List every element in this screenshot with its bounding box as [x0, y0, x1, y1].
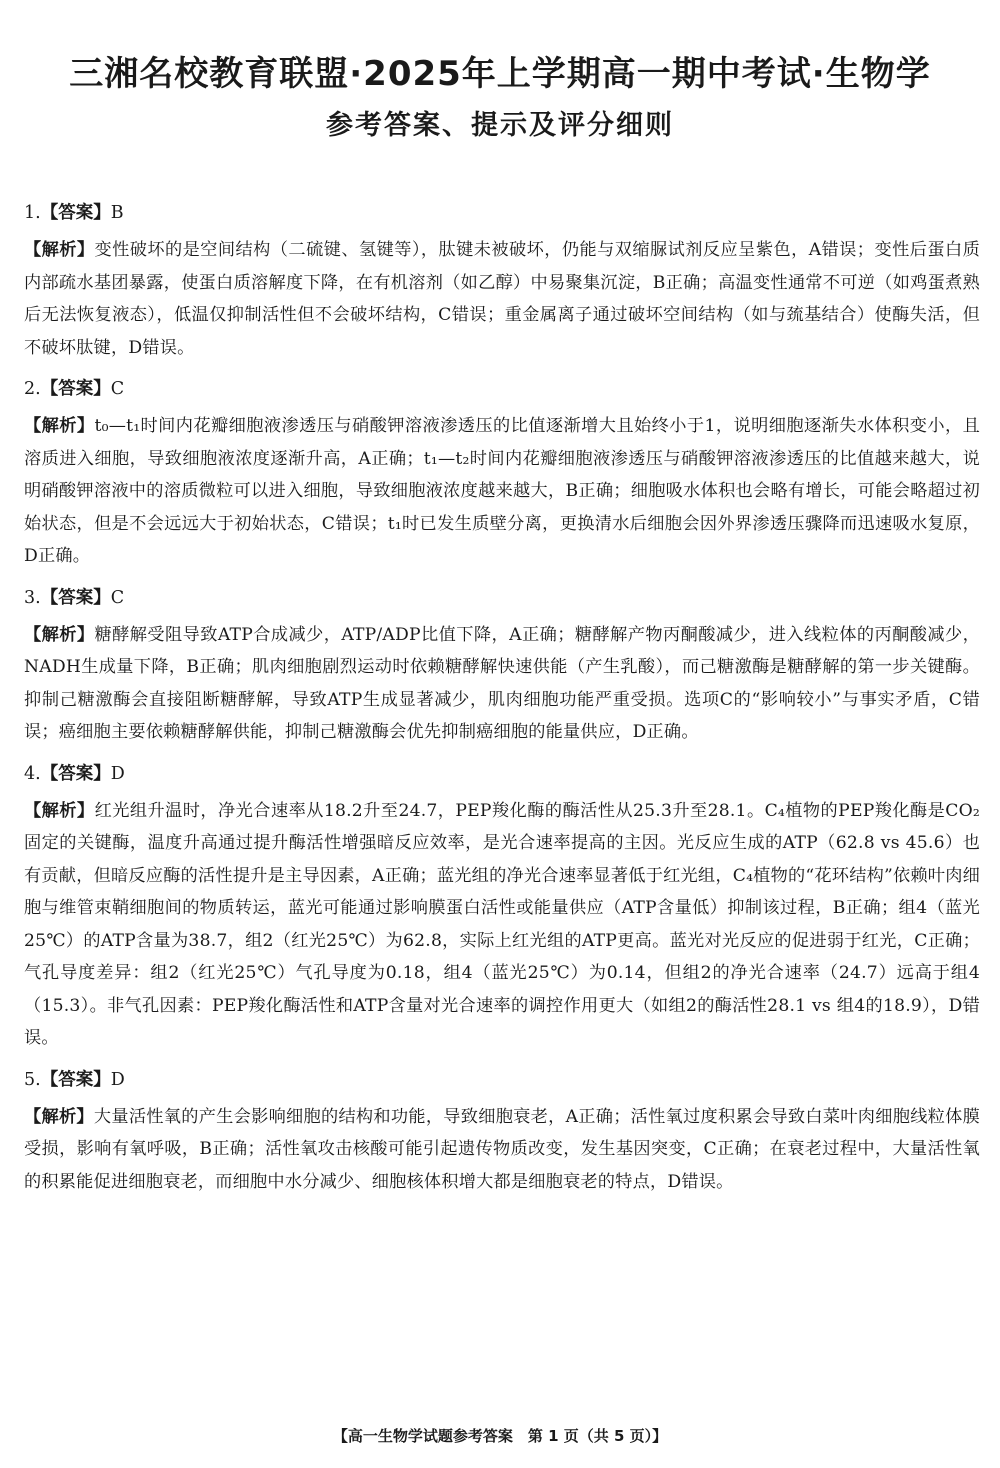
analysis-text: 大量活性氧的产生会影响细胞的结构和功能，导致细胞衰老，A正确；活性氧过度积累会导致白菜叶肉细胞线粒体膜受损，影响有氧呼吸，B正确；活性氧攻击核酸可能引起遗传物质改变，发生基因突变，C正确；在衰老过程中，大量活性氧的积累能促进细胞衰老，而细胞中水分减少、细胞核体积增大都是细胞衰老的特点，D错误。: [24, 1106, 980, 1192]
question-1: [24, 198, 980, 364]
answer-choice: C: [110, 587, 125, 608]
answer-line: [24, 198, 980, 228]
question-number: 1.: [24, 203, 41, 223]
analysis-paragraph: [24, 1101, 980, 1199]
answer-choice: D: [110, 763, 125, 784]
analysis-tag: 【解析】: [24, 240, 95, 260]
answer-choice: B: [110, 203, 124, 223]
question-3: [24, 583, 980, 749]
analysis-text: 红光组升温时，净光合速率从18.2升至24.7，PEP羧化酶的酶活性从25.3升至28.1。C₄植物的PEP羧化酶是CO₂固定的关键酶，温度升高通过提升酶活性增强暗反应效率，是光合速率提高的主因。光反应生成的ATP（62.8 vs 45.6）也有贡献，但暗反应酶的活性提升是主导因素，A正确；蓝光组的净光合速率显著低于红光组，C₄植物的“花环结构”依赖叶肉细胞与维管束鞘细胞间的物质转运，蓝光可能通过影响膜蛋白活性或能量供应（ATP含量低）抑制该过程，B正确；组4（蓝光25℃）的ATP含量为38.7，组2（红光25℃）为62.8，实际上红光组的ATP更高。蓝光对光反应的促进弱于红光，C正确；气孔导度差异：组2（红光25℃）气孔导度为0.18，组4（蓝光25℃）为0.14，但组2的净光合速率（24.7）远高于组4（15.3）。非气孔因素：PEP羧化酶活性和ATP含量对光合速率的调控作用更大（如组2的酶活性28.1 vs 组4的18.9），D错误。: [24, 800, 980, 1048]
answer-list: [24, 198, 980, 1208]
analysis-tag: 【解析】: [24, 624, 95, 645]
analysis-paragraph: [24, 795, 980, 1055]
answer-choice: D: [110, 1069, 125, 1090]
analysis-paragraph: [24, 619, 980, 749]
answer-line: [24, 1065, 980, 1095]
answer-line: [24, 583, 980, 613]
answer-line: [24, 374, 980, 404]
answer-tag: 【答案】: [40, 1069, 111, 1090]
question-number: 3.: [24, 587, 41, 608]
question-number: 2.: [24, 379, 41, 399]
question-4: [24, 759, 980, 1055]
answer-tag: 【答案】: [40, 763, 111, 784]
analysis-tag: 【解析】: [24, 800, 95, 821]
analysis-tag: 【解析】: [24, 416, 95, 436]
page-footer: 【高一生物学试题参考答案 第 1 页（共 5 页）】: [332, 1427, 668, 1445]
analysis-paragraph: [24, 234, 980, 364]
analysis-text: t₀—t₁时间内花瓣细胞液渗透压与硝酸钾溶液渗透压的比值逐渐增大且始终小于1，说明细胞逐渐失水体积变小，且溶质进入细胞，导致细胞液浓度逐渐升高，A正确；t₁—t₂时间内花瓣细胞液渗透压与硝酸钾溶液渗透压的比值越来越大，说明硝酸钾溶液中的溶质微粒可以进入细胞，导致细胞液浓度越来越大，B正确；细胞吸水体积也会略有增长，可能会略超过初始状态，但是不会远远大于初始状态，C错误；t₁时已发生质壁分离，更换清水后细胞会因外界渗透压骤降而迅速吸水复原，D正确。: [24, 416, 980, 566]
analysis-paragraph: [24, 410, 980, 573]
question-number: 4.: [24, 763, 41, 784]
question-5: [24, 1065, 980, 1199]
page-subtitle: 参考答案、提示及评分细则: [326, 110, 674, 141]
answer-tag: 【答案】: [40, 379, 111, 399]
analysis-tag: 【解析】: [24, 1106, 94, 1127]
analysis-text: 糖酵解受阻导致ATP合成减少，ATP/ADP比值下降，A正确；糖酵解产物丙酮酸减少，进入线粒体的丙酮酸减少，NADH生成量下降，B正确；肌肉细胞剧烈运动时依赖糖酵解快速供能（产生乳酸），而己糖激酶是糖酵解的第一步关键酶。抑制己糖激酶会直接阻断糖酵解，导致ATP生成显著减少，肌肉细胞功能严重受损。选项C的“影响较小”与事实矛盾，C错误；癌细胞主要依赖糖酵解供能，抑制己糖激酶会优先抑制癌细胞的能量供应，D正确。: [24, 624, 980, 742]
page-title: 三湘名校教育联盟·2025年上学期高一期中考试·生物学: [69, 54, 931, 94]
answer-tag: 【答案】: [40, 203, 111, 223]
question-number: 5.: [24, 1069, 41, 1090]
answer-tag: 【答案】: [40, 587, 111, 608]
question-2: [24, 374, 980, 573]
analysis-text: 变性破坏的是空间结构（二硫键、氢键等），肽键未被破坏，仍能与双缩脲试剂反应呈紫色，A错误；变性后蛋白质内部疏水基团暴露，使蛋白质溶解度下降，在有机溶剂（如乙醇）中易聚集沉淀，B正确；高温变性通常不可逆（如鸡蛋煮熟后无法恢复液态），低温仅抑制活性但不会破坏结构，C错误；重金属离子通过破坏空间结构（如与巯基结合）使酶失活，但不破坏肽键，D错误。: [24, 240, 980, 358]
answer-line: [24, 759, 980, 789]
answer-choice: C: [110, 379, 125, 399]
